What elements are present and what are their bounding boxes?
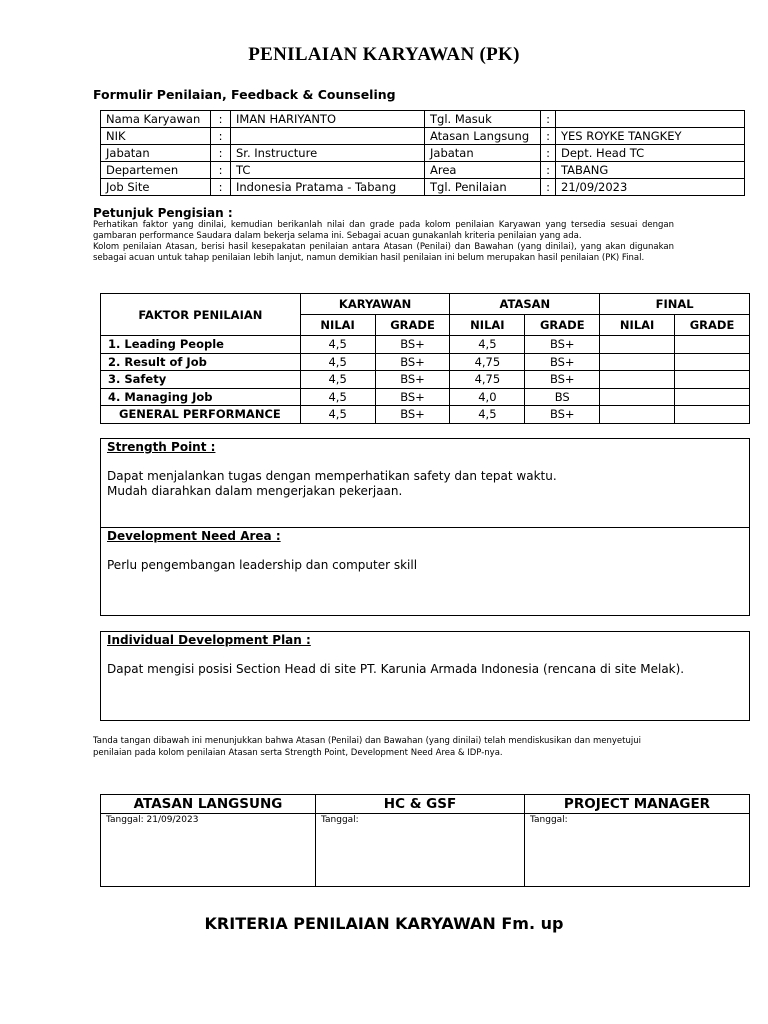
atasan-grade: BS+ <box>525 371 600 389</box>
info-label: Jabatan <box>101 145 211 162</box>
info-value: IMAN HARIYANTO <box>231 111 425 128</box>
signature-table <box>100 794 750 887</box>
final-nilai <box>600 406 675 424</box>
header-grade: GRADE <box>675 315 750 336</box>
info-value: YES ROYKE TANGKEY <box>556 128 745 145</box>
final-grade <box>675 353 750 371</box>
atasan-grade: BS <box>525 388 600 406</box>
page-title: PENILAIAN KARYAWAN (PK) <box>248 44 520 65</box>
info-separator: : <box>541 162 556 179</box>
karyawan-grade: BS+ <box>375 336 450 354</box>
score-row <box>101 353 750 371</box>
info-value: 21/09/2023 <box>556 179 745 196</box>
karyawan-nilai: 4,5 <box>300 406 375 424</box>
final-nilai <box>600 353 675 371</box>
info-value: TC <box>231 162 425 179</box>
strength-point-line: Dapat menjalankan tugas dengan memperhatikan safety dan tepat waktu. <box>107 469 557 483</box>
final-grade <box>675 371 750 389</box>
info-separator: : <box>541 111 556 128</box>
info-row <box>101 145 745 162</box>
signature-date-pm: Tanggal: <box>525 814 750 887</box>
employee-info-table <box>100 110 745 196</box>
final-grade <box>675 406 750 424</box>
info-row <box>101 179 745 196</box>
atasan-nilai: 4,75 <box>450 353 525 371</box>
header-karyawan: KARYAWAN <box>300 294 450 315</box>
karyawan-nilai: 4,5 <box>300 371 375 389</box>
signature-title-pm: PROJECT MANAGER <box>525 795 750 814</box>
score-factor: 2. Result of Job <box>101 353 301 371</box>
info-separator: : <box>541 128 556 145</box>
signature-title-atasan: ATASAN LANGSUNG <box>101 795 316 814</box>
header-nilai: NILAI <box>450 315 525 336</box>
instructions-paragraph-1: Perhatikan faktor yang dinilai, kemudian berikanlah nilai dan grade pada kolom penilaian Karyawan yang tersedia sesuai dengan gambaran performance Saudara dalam bekerja selama ini. Sebagai acuan gunakanlah kriteria penilaian yang ada. <box>93 220 674 241</box>
score-factor: 4. Managing Job <box>101 388 301 406</box>
info-row <box>101 128 745 145</box>
strength-point-box <box>100 438 750 528</box>
atasan-nilai: 4,5 <box>450 406 525 424</box>
final-grade <box>675 388 750 406</box>
info-separator: : <box>211 162 231 179</box>
karyawan-nilai: 4,5 <box>300 353 375 371</box>
score-factor: 3. Safety <box>101 371 301 389</box>
info-separator: : <box>211 111 231 128</box>
score-factor: GENERAL PERFORMANCE <box>101 406 301 424</box>
criteria-title: KRITERIA PENILAIAN KARYAWAN Fm. up <box>204 914 564 933</box>
karyawan-nilai: 4,5 <box>300 388 375 406</box>
score-row <box>101 371 750 389</box>
header-atasan: ATASAN <box>450 294 600 315</box>
info-label: Area <box>425 162 541 179</box>
info-separator: : <box>211 128 231 145</box>
header-factor: FAKTOR PENILAIAN <box>101 294 301 336</box>
header-grade: GRADE <box>375 315 450 336</box>
form-subtitle: Formulir Penilaian, Feedback & Counseling <box>93 87 396 102</box>
info-value <box>556 111 745 128</box>
idp-box <box>100 631 750 721</box>
header-nilai: NILAI <box>300 315 375 336</box>
karyawan-nilai: 4,5 <box>300 336 375 354</box>
idp-text: Dapat mengisi posisi Section Head di site PT. Karunia Armada Indonesia (rencana di site Melak). <box>107 662 685 676</box>
strength-point-line: Mudah diarahkan dalam mengerjakan pekerjaan. <box>107 484 403 498</box>
header-nilai: NILAI <box>600 315 675 336</box>
info-value: Dept. Head TC <box>556 145 745 162</box>
development-need-box <box>100 527 750 616</box>
info-separator: : <box>541 145 556 162</box>
info-row <box>101 111 745 128</box>
instructions-text <box>93 220 674 264</box>
signature-date-atasan: Tanggal: 21/09/2023 <box>101 814 316 887</box>
info-label: Atasan Langsung <box>425 128 541 145</box>
info-separator: : <box>541 179 556 196</box>
info-label: Tgl. Masuk <box>425 111 541 128</box>
signature-date-hc: Tanggal: <box>316 814 525 887</box>
atasan-nilai: 4,5 <box>450 336 525 354</box>
atasan-grade: BS+ <box>525 406 600 424</box>
development-need-text: Perlu pengembangan leadership dan computer skill <box>107 558 418 572</box>
strength-point-text <box>107 469 557 499</box>
score-factor: 1. Leading People <box>101 336 301 354</box>
karyawan-grade: BS+ <box>375 353 450 371</box>
info-value: Indonesia Pratama - Tabang <box>231 179 425 196</box>
karyawan-grade: BS+ <box>375 388 450 406</box>
info-row <box>101 162 745 179</box>
header-final: FINAL <box>600 294 750 315</box>
instructions-title: Petunjuk Pengisian : <box>93 206 233 220</box>
strength-point-heading: Strength Point : <box>107 440 216 454</box>
idp-heading: Individual Development Plan : <box>107 633 311 647</box>
signature-title-hc: HC & GSF <box>316 795 525 814</box>
info-label: Jabatan <box>425 145 541 162</box>
info-value: Sr. Instructure <box>231 145 425 162</box>
info-label: NIK <box>101 128 211 145</box>
development-need-heading: Development Need Area : <box>107 529 281 543</box>
info-value <box>231 128 425 145</box>
header-grade: GRADE <box>525 315 600 336</box>
instructions-paragraph-2: Kolom penilaian Atasan, berisi hasil kesepakatan penilaian antara Atasan (Penilai) dan Bawahan (yang dinilai), yang akan digunakan sebagai acuan untuk tahap penilaian lebih lanjut, namun demikian hasil penilaian ini belum merupakan hasil penilaian (PK) Final. <box>93 242 674 263</box>
info-separator: : <box>211 145 231 162</box>
info-label: Nama Karyawan <box>101 111 211 128</box>
atasan-grade: BS+ <box>525 336 600 354</box>
info-value: TABANG <box>556 162 745 179</box>
score-row <box>101 336 750 354</box>
atasan-nilai: 4,75 <box>450 371 525 389</box>
info-label: Tgl. Penilaian <box>425 179 541 196</box>
info-label: Job Site <box>101 179 211 196</box>
karyawan-grade: BS+ <box>375 371 450 389</box>
info-separator: : <box>211 179 231 196</box>
score-row <box>101 388 750 406</box>
atasan-grade: BS+ <box>525 353 600 371</box>
karyawan-grade: BS+ <box>375 406 450 424</box>
final-grade <box>675 336 750 354</box>
final-nilai <box>600 388 675 406</box>
score-row <box>101 406 750 424</box>
signature-note: Tanda tangan dibawah ini menunjukkan bahwa Atasan (Penilai) dan Bawahan (yang dinilai) telah mendiskusikan dan menyetujui penilaian pada kolom penilaian Atasan serta Strength Point, Development Need Area & IDP-nya. <box>93 736 641 758</box>
atasan-nilai: 4,0 <box>450 388 525 406</box>
score-table <box>100 293 750 424</box>
final-nilai <box>600 371 675 389</box>
final-nilai <box>600 336 675 354</box>
info-label: Departemen <box>101 162 211 179</box>
